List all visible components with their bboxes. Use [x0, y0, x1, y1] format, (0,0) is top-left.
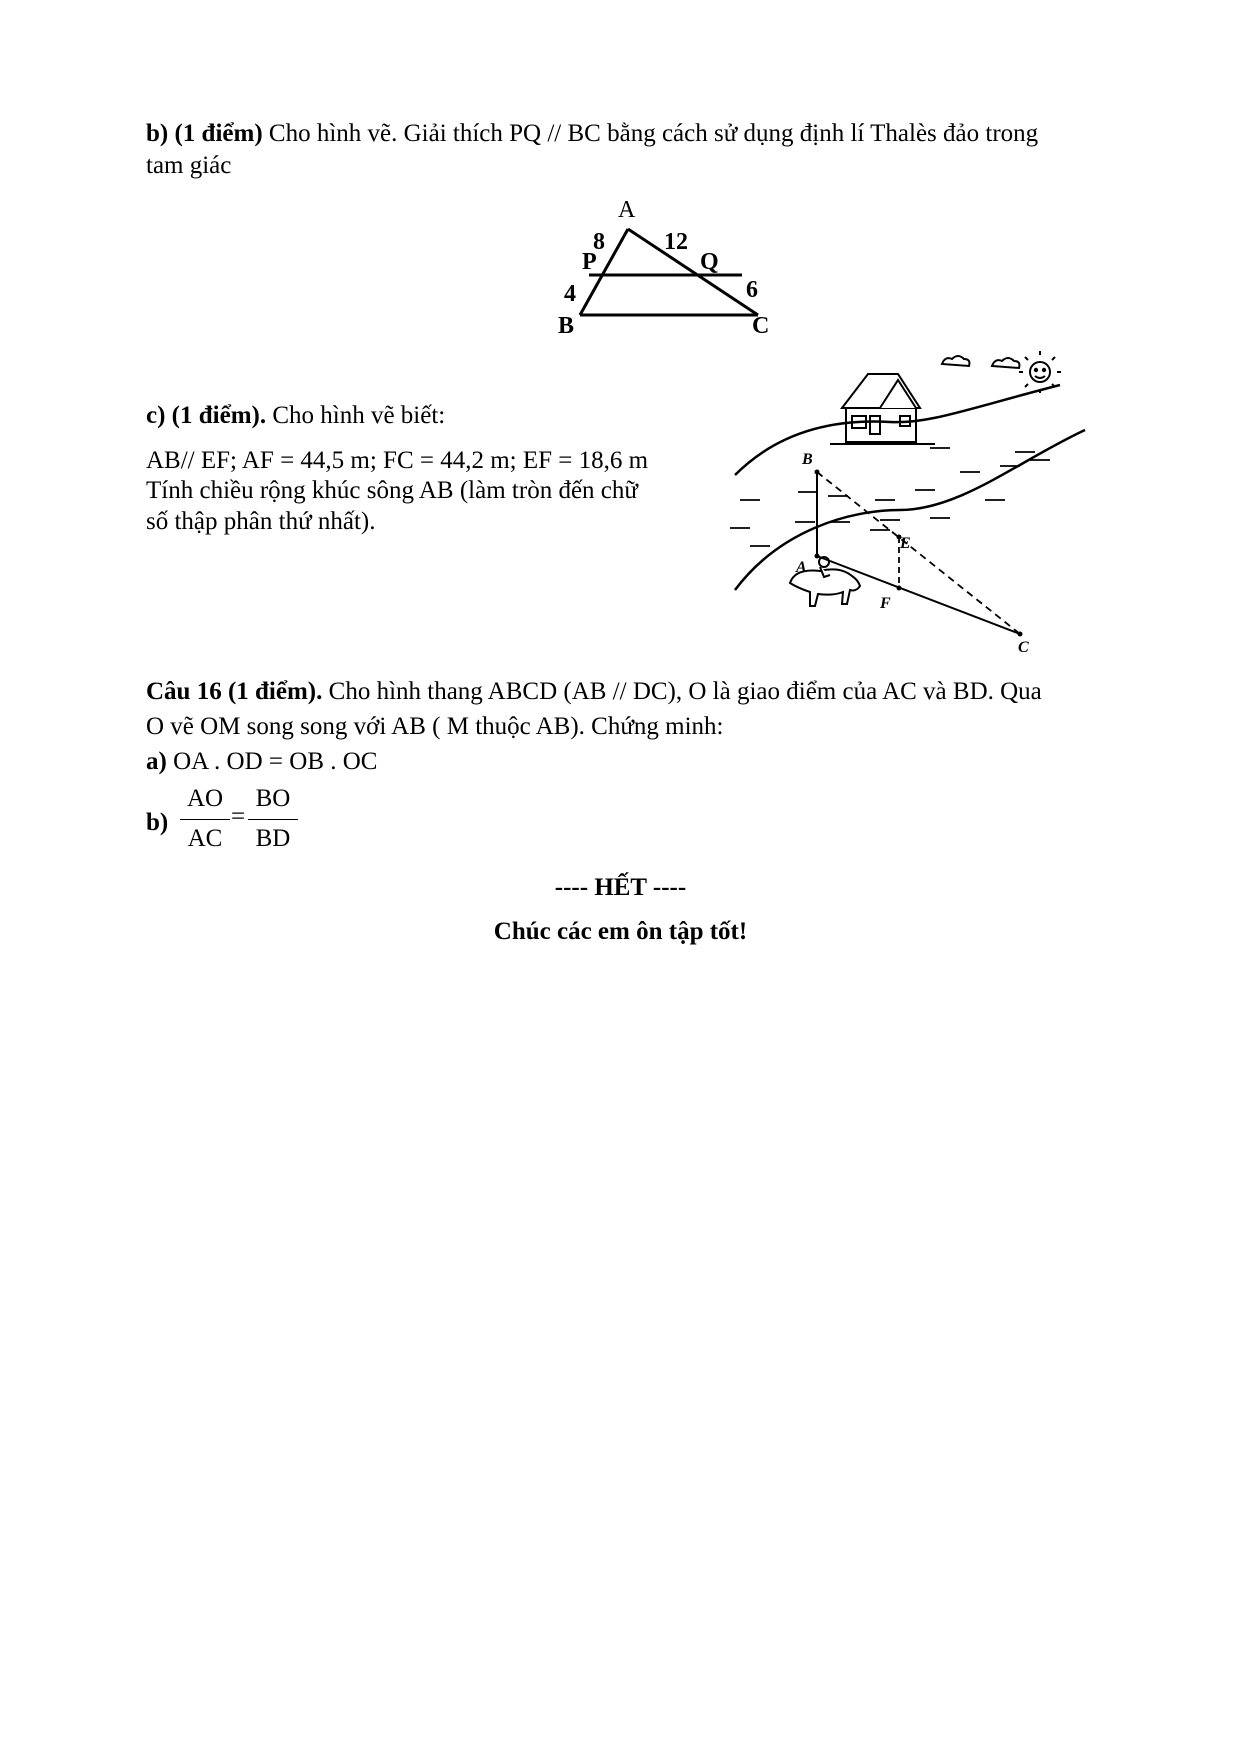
fraction2-bar	[248, 819, 298, 820]
end-marker: ---- HẾT ----	[554, 874, 687, 901]
fraction2-denominator: BD	[255, 825, 291, 852]
cloud-icon	[942, 356, 1019, 368]
river-lower-bank	[735, 430, 1085, 590]
question16-line1	[146, 676, 1042, 708]
question16-text-2: O vẽ OM song song với AB ( M thuộc AB). Chứng minh:	[146, 713, 724, 740]
question16-text-1: Cho hình thang ABCD (AB // DC), O là giao điểm của AC và BD. Qua	[328, 678, 1042, 705]
part-c-line2: Tính chiều rộng khúc sông AB (làm tròn đến chữ	[146, 477, 638, 504]
equals-sign: =	[230, 803, 246, 830]
house-icon	[830, 374, 935, 444]
fraction1-denominator: AC	[187, 825, 223, 852]
fraction1-numerator: AO	[186, 785, 224, 812]
length-pb-label: 4	[564, 281, 576, 307]
part-c-label: c) (1 điểm).	[146, 402, 267, 429]
river-point-c-label: C	[1018, 639, 1029, 656]
length-ap-label: 8	[593, 229, 605, 255]
point-c-label: C	[752, 313, 770, 339]
part-c-intro: Cho hình vẽ biết:	[272, 402, 446, 429]
part-b-label: b) (1 điểm)	[146, 120, 263, 147]
side-ac	[628, 229, 758, 315]
segment-bc-dashed	[817, 472, 1020, 634]
part-b-text-2: tam giác	[146, 152, 232, 179]
water-ripples	[730, 448, 1050, 546]
river-point-e-label: E	[900, 535, 911, 552]
point-a-label: A	[618, 197, 636, 223]
length-qc-label: 6	[746, 277, 758, 303]
point-b-label: B	[558, 313, 575, 339]
part-c-line1: AB// EF; AF = 44,5 m; FC = 44,2 m; EF = 18,6 m	[146, 447, 649, 474]
river-point-a-label: A	[796, 559, 807, 576]
question16-label: Câu 16 (1 điểm).	[146, 678, 323, 705]
part-b-text-1: Cho hình vẽ. Giải thích PQ // BC bằng cách sử dụng định lí Thalès đảo trong	[268, 120, 1039, 147]
part-c-line3: số thập phân thứ nhất).	[146, 508, 376, 535]
point-q-label: Q	[700, 249, 719, 275]
question16-a-label: a)	[146, 748, 167, 775]
length-aq-label: 12	[664, 229, 688, 255]
question16-b-label: b)	[146, 809, 169, 836]
question16-a-text: OA . OD = OB . OC	[173, 748, 378, 775]
question16-a	[146, 746, 377, 778]
triangle-figure	[540, 195, 800, 345]
point-p-label: P	[582, 249, 597, 275]
river-point-b-label: B	[802, 451, 813, 468]
part-b-line1	[146, 118, 1038, 150]
fraction1-bar	[180, 819, 230, 820]
part-c-heading	[146, 400, 445, 432]
river-figure	[730, 350, 1100, 660]
river-point-f-label: F	[880, 595, 891, 612]
closing-wish: Chúc các em ôn tập tốt!	[493, 918, 748, 945]
fraction2-numerator: BO	[255, 785, 291, 812]
